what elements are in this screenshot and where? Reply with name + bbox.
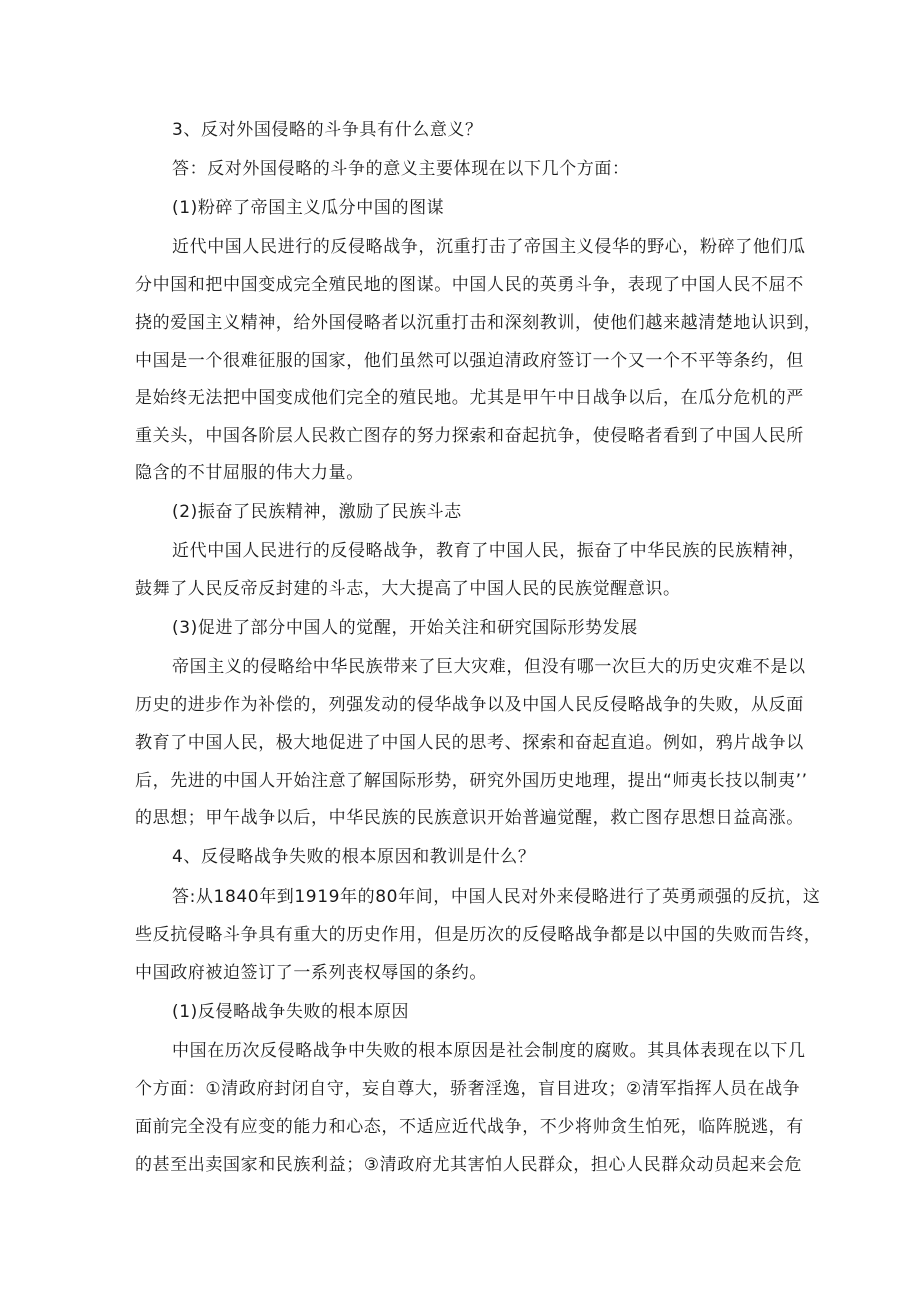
- paragraph-line: 历史的进步作为补偿的，列强发动的侵华战争以及中国人民反侵略战争的失败，从反面: [135, 695, 804, 715]
- paragraph-line: 中国政府被迫签订了一系列丧权辱国的条约。: [135, 963, 487, 983]
- question-3-title: 3、反对外国侵略的斗争具有什么意义？: [172, 120, 483, 140]
- section-3-heading: (3)促进了部分中国人的觉醒，开始关注和研究国际形势发展: [172, 618, 638, 638]
- paragraph-line: 些反抗侵略斗争具有重大的历史作用，但是历次的反侵略战争都是以中国的失败而告终，: [135, 925, 822, 945]
- paragraph-line: 近代中国人民进行的反侵略战争，教育了中国人民，振奋了中华民族的民族精神，: [172, 541, 806, 561]
- question-4-title: 4、反侵略战争失败的根本原因和教训是什么？: [172, 847, 536, 867]
- paragraph-line: 后，先进的中国人开始注意了解国际形势，研究外国历史地理，提出“师夷长技以制夷’’: [135, 771, 808, 791]
- paragraph-line: 鼓舞了人民反帝反封建的斗志，大大提高了中国人民的民族觉醒意识。: [135, 579, 681, 599]
- paragraph-line: 近代中国人民进行的反侵略战争，沉重打击了帝国主义侵华的野心，粉碎了他们瓜: [172, 237, 806, 257]
- paragraph-line: 的思想；甲午战争以后，中华民族的民族意识开始普遍觉醒，救亡图存思想日益高涨。: [135, 808, 804, 828]
- paragraph-line: 重关头，中国各阶层人民救亡图存的努力探索和奋起抗争，使侵略者看到了中国人民所: [135, 426, 804, 446]
- paragraph-line: 教育了中国人民，极大地促进了中国人民的思考、探索和奋起直追。例如，鸦片战争以: [135, 733, 804, 753]
- paragraph-line: 挠的爱国主义精神，给外国侵略者以沉重打击和深刻教训，使他们越来越清楚地认识到，: [135, 313, 822, 333]
- question-3-answer-intro: 答：反对外国侵略的斗争的意义主要体现在以下几个方面：: [172, 159, 630, 179]
- paragraph-line: 中国在历次反侵略战争中失败的根本原因是社会制度的腐败。其具体表现在以下几: [172, 1041, 806, 1061]
- question-4-section-1-heading: (1)反侵略战争失败的根本原因: [172, 1002, 410, 1022]
- paragraph-line: 面前完全没有应变的能力和心态，不适应近代战争，不少将帅贪生怕死，临阵脱逃，有: [135, 1117, 804, 1137]
- paragraph-line: 个方面：①清政府封闭自守，妄自尊大，骄奢淫逸，盲目进攻；②清军指挥人员在战争: [135, 1079, 801, 1099]
- section-1-heading: (1)粉碎了帝国主义瓜分中国的图谋: [172, 198, 445, 218]
- paragraph-line: 帝国主义的侵略给中华民族带来了巨大灾难，但没有哪一次巨大的历史灾难不是以: [172, 657, 806, 677]
- section-2-heading: (2)振奋了民族精神，激励了民族斗志: [172, 502, 462, 522]
- paragraph-line: 分中国和把中国变成完全殖民地的图谋。中国人民的英勇斗争，表现了中国人民不屈不: [135, 275, 804, 295]
- paragraph-line: 是始终无法把中国变成他们完全的殖民地。尤其是甲午中日战争以后，在瓜分危机的严: [135, 388, 804, 408]
- paragraph-line: 答:从1840年到1919年的80年间，中国人民对外来侵略进行了英勇顽强的反抗，这: [172, 887, 821, 907]
- paragraph-line: 中国是一个很难征服的国家，他们虽然可以强迫清政府签订一个又一个不平等条约，但: [135, 351, 804, 371]
- paragraph-line: 隐含的不甘屈服的伟大力量。: [135, 463, 364, 483]
- paragraph-line: 的甚至出卖国家和民族利益；③清政府尤其害怕人民群众，担心人民群众动员起来会危: [135, 1155, 803, 1175]
